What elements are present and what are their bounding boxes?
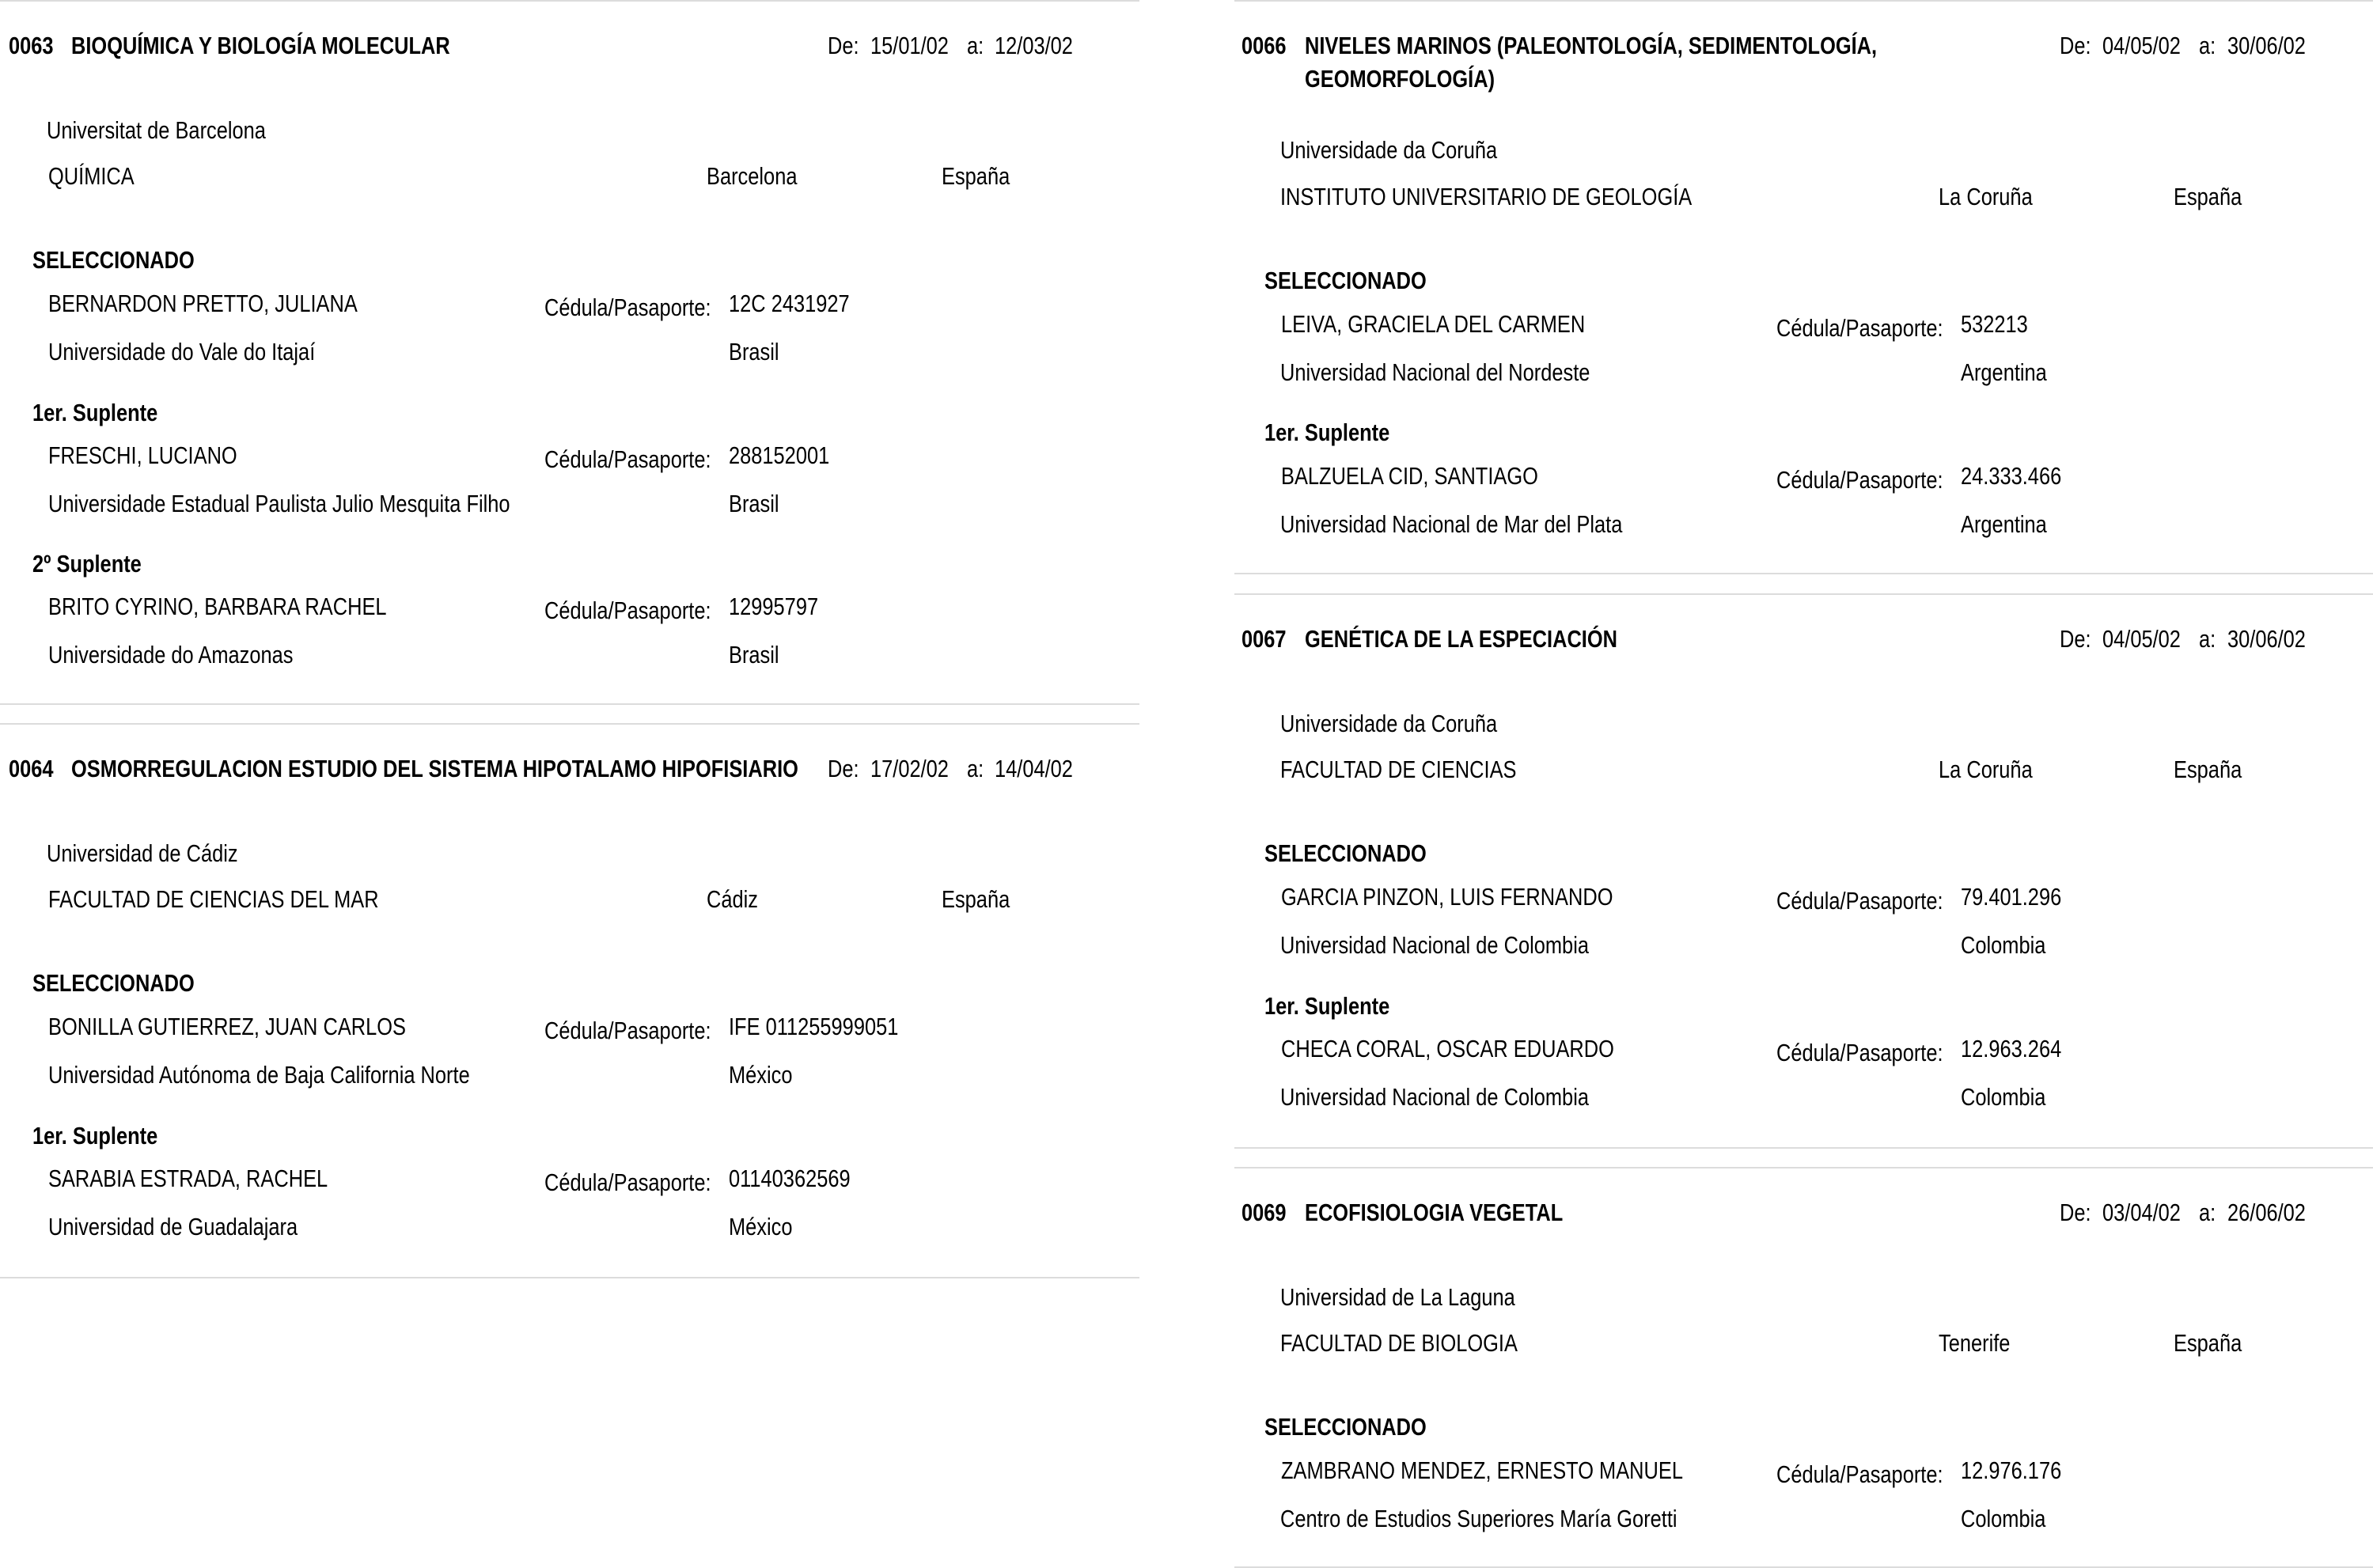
candidate-country: Brasil	[729, 490, 779, 517]
candidate-name: GARCIA PINZON, LUIS FERNANDO	[1281, 883, 1613, 911]
date-from-label: De:	[2060, 1199, 2091, 1226]
course-block-0069	[1234, 1167, 2373, 1568]
candidate-role: 1er. Suplente	[32, 399, 158, 426]
date-to-label: a:	[967, 755, 984, 782]
course-title: BIOQUÍMICA Y BIOLOGÍA MOLECULAR	[71, 32, 450, 59]
host-department: FACULTAD DE CIENCIAS DEL MAR	[48, 885, 379, 913]
candidate-role: 1er. Suplente	[1264, 992, 1390, 1020]
host-university: Universidad de Cádiz	[47, 839, 238, 867]
course-code: 0063	[9, 32, 54, 59]
date-to: 30/06/02	[2227, 625, 2306, 653]
candidate-institution: Universidad Nacional de Mar del Plata	[1280, 510, 1623, 538]
candidate-role: SELECCIONADO	[1264, 267, 1427, 294]
id-doc-label: Cédula/Pasaporte:	[1776, 887, 1943, 915]
candidate-name: BALZUELA CID, SANTIAGO	[1281, 462, 1538, 490]
course-block-0067	[1234, 593, 2373, 1147]
date-from-label: De:	[2060, 32, 2091, 59]
host-department: FACULTAD DE BIOLOGIA	[1280, 1329, 1518, 1357]
candidate-name: BRITO CYRINO, BARBARA RACHEL	[48, 593, 387, 620]
candidate-institution: Universidad de Guadalajara	[48, 1213, 298, 1240]
id-doc-label: Cédula/Pasaporte:	[544, 294, 711, 321]
candidate-institution: Universidad Nacional de Colombia	[1280, 931, 1589, 959]
candidate-institution: Universidad Nacional del Nordeste	[1280, 358, 1590, 386]
host-city: Cádiz	[707, 885, 758, 913]
candidate-role: SELECCIONADO	[1264, 1413, 1427, 1441]
candidate-institution: Universidade Estadual Paulista Julio Mesquita Filho	[48, 490, 510, 517]
id-doc-label: Cédula/Pasaporte:	[544, 1168, 711, 1196]
date-from-label: De:	[2060, 625, 2091, 653]
candidate-country: Colombia	[1961, 1083, 2046, 1111]
host-university: Universidade da Coruña	[1280, 710, 1498, 737]
id-doc-label: Cédula/Pasaporte:	[544, 1017, 711, 1044]
candidate-name: ZAMBRANO MENDEZ, ERNESTO MANUEL	[1281, 1456, 1684, 1484]
candidate-institution: Universidade do Vale do Itajaí	[48, 338, 316, 365]
candidate-country: Colombia	[1961, 931, 2046, 959]
candidate-role: SELECCIONADO	[32, 246, 195, 274]
candidate-id: 12.963.264	[1961, 1035, 2062, 1062]
host-city: La Coruña	[1939, 183, 2033, 210]
course-code: 0069	[1241, 1199, 1287, 1226]
candidate-id: 288152001	[729, 441, 830, 469]
candidate-id: 24.333.466	[1961, 462, 2062, 490]
course-block-0063	[0, 0, 1139, 704]
candidate-country: Brasil	[729, 338, 779, 365]
course-title: OSMORREGULACION ESTUDIO DEL SISTEMA HIPOTALAMO HIPOFISIARIO	[71, 755, 798, 782]
id-doc-label: Cédula/Pasaporte:	[544, 597, 711, 624]
candidate-id: 12.976.176	[1961, 1456, 2062, 1484]
host-department: QUÍMICA	[48, 162, 135, 190]
course-title: GENÉTICA DE LA ESPECIACIÓN	[1305, 625, 1617, 653]
candidate-id: 532213	[1961, 310, 2028, 338]
id-doc-label: Cédula/Pasaporte:	[1776, 314, 1943, 342]
course-title-line2: GEOMORFOLOGÍA)	[1305, 65, 1495, 93]
id-doc-label: Cédula/Pasaporte:	[1776, 1460, 1943, 1488]
host-city: La Coruña	[1939, 756, 2033, 783]
block-divider	[1234, 1147, 2373, 1149]
date-from-label: De:	[828, 32, 859, 59]
candidate-country: Colombia	[1961, 1505, 2046, 1532]
host-country: España	[942, 885, 1010, 913]
candidate-role: 1er. Suplente	[32, 1122, 158, 1149]
candidate-country: Brasil	[729, 641, 779, 668]
candidate-role: 2º Suplente	[32, 550, 142, 578]
date-to: 14/04/02	[995, 755, 1073, 782]
candidate-name: SARABIA ESTRADA, RACHEL	[48, 1165, 328, 1192]
host-university: Universidade da Coruña	[1280, 136, 1498, 164]
date-from: 15/01/02	[870, 32, 949, 59]
course-code: 0064	[9, 755, 54, 782]
date-to: 12/03/02	[995, 32, 1073, 59]
course-code: 0067	[1241, 625, 1287, 653]
host-university: Universidad de La Laguna	[1280, 1283, 1515, 1311]
date-to: 30/06/02	[2227, 32, 2306, 59]
id-doc-label: Cédula/Pasaporte:	[1776, 466, 1943, 494]
date-from: 04/05/02	[2102, 32, 2181, 59]
candidate-institution: Universidad Autónoma de Baja California Norte	[48, 1061, 470, 1089]
course-block-0066	[1234, 0, 2373, 574]
host-department: INSTITUTO UNIVERSITARIO DE GEOLOGÍA	[1280, 183, 1693, 210]
candidate-id: IFE 011255999051	[729, 1013, 899, 1040]
course-title: ECOFISIOLOGIA VEGETAL	[1305, 1199, 1564, 1226]
candidate-institution: Centro de Estudios Superiores María Goretti	[1280, 1505, 1677, 1532]
date-from: 04/05/02	[2102, 625, 2181, 653]
candidate-institution: Universidad Nacional de Colombia	[1280, 1083, 1589, 1111]
date-from: 03/04/02	[2102, 1199, 2181, 1226]
host-department: FACULTAD DE CIENCIAS	[1280, 756, 1517, 783]
date-from-label: De:	[828, 755, 859, 782]
course-block-0064	[0, 723, 1139, 1277]
candidate-country: Argentina	[1961, 358, 2047, 386]
candidate-role: 1er. Suplente	[1264, 419, 1390, 446]
host-city: Tenerife	[1939, 1329, 2011, 1357]
candidate-name: LEIVA, GRACIELA DEL CARMEN	[1281, 310, 1586, 338]
block-divider	[1234, 573, 2373, 574]
id-doc-label: Cédula/Pasaporte:	[1776, 1039, 1943, 1066]
candidate-country: México	[729, 1061, 793, 1089]
candidate-role: SELECCIONADO	[32, 969, 195, 997]
candidate-name: FRESCHI, LUCIANO	[48, 441, 237, 469]
date-from: 17/02/02	[870, 755, 949, 782]
date-to-label: a:	[2199, 1199, 2216, 1226]
host-country: España	[942, 162, 1010, 190]
candidate-institution: Universidade do Amazonas	[48, 641, 294, 668]
candidate-country: Argentina	[1961, 510, 2047, 538]
host-country: España	[2174, 756, 2242, 783]
host-country: España	[2174, 183, 2242, 210]
course-title-line1: NIVELES MARINOS (PALEONTOLOGÍA, SEDIMENTOLOGÍA,	[1305, 32, 1878, 59]
candidate-name: BERNARDON PRETTO, JULIANA	[48, 290, 358, 317]
candidate-id: 79.401.296	[1961, 883, 2062, 911]
candidate-role: SELECCIONADO	[1264, 839, 1427, 867]
host-university: Universitat de Barcelona	[47, 116, 266, 144]
candidate-name: CHECA CORAL, OSCAR EDUARDO	[1281, 1035, 1614, 1062]
candidate-country: México	[729, 1213, 793, 1240]
date-to-label: a:	[967, 32, 984, 59]
candidate-name: BONILLA GUTIERREZ, JUAN CARLOS	[48, 1013, 407, 1040]
course-code: 0066	[1241, 32, 1287, 59]
block-divider	[0, 1277, 1139, 1278]
host-country: España	[2174, 1329, 2242, 1357]
host-city: Barcelona	[707, 162, 798, 190]
candidate-id: 12995797	[729, 593, 819, 620]
candidate-id: 01140362569	[729, 1165, 851, 1192]
id-doc-label: Cédula/Pasaporte:	[544, 445, 711, 473]
date-to-label: a:	[2199, 32, 2216, 59]
candidate-id: 12C 2431927	[729, 290, 850, 317]
date-to-label: a:	[2199, 625, 2216, 653]
block-divider	[0, 703, 1139, 705]
date-to: 26/06/02	[2227, 1199, 2306, 1226]
